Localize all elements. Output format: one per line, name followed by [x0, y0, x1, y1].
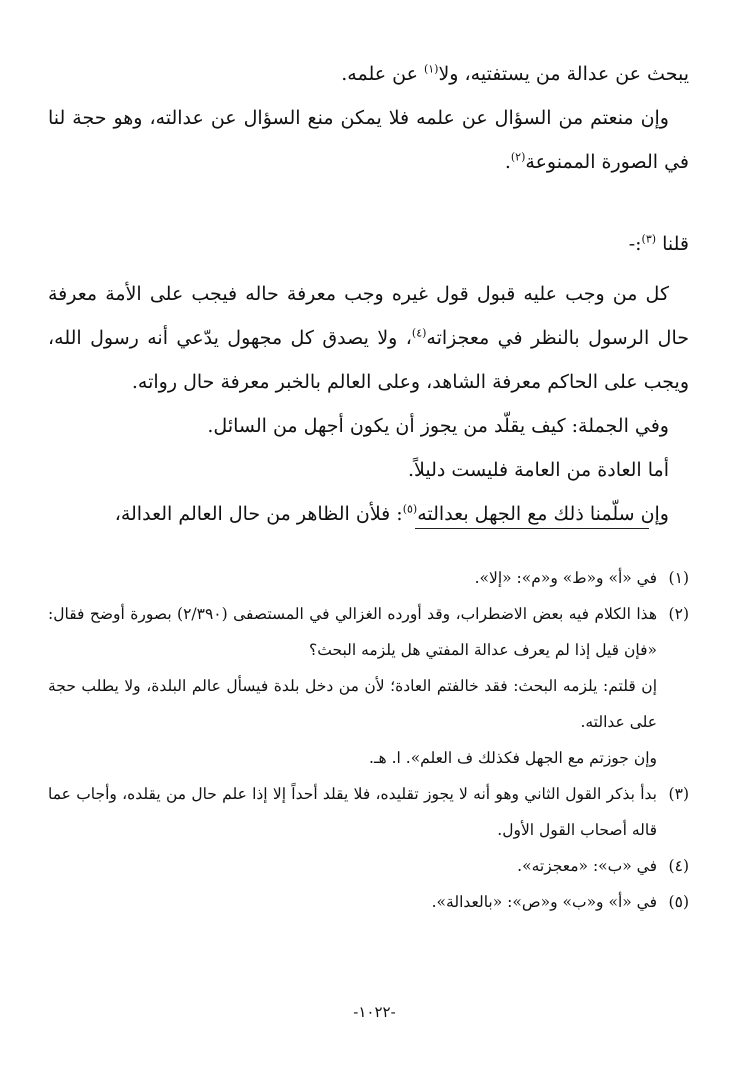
footnote-text: في «أ» و«ب» و«ص»: «بالعدالة». [431, 893, 657, 911]
footnote-text: وإن جوزتم مع الجهل فكذلك ف العلم». ا. هـ. [369, 749, 657, 767]
footnote-text: إن قلتم: يلزمه البحث: فقد خالفتم العادة؛ لأن من دخل بلدة فيسأل عالم البلدة، ولا يطلب حجة على عدالته. [48, 677, 657, 731]
footnote-ref: (٢) [510, 150, 526, 164]
footnotes [48, 560, 689, 920]
footnote [48, 776, 689, 848]
section-heading: قلنا $^{(٣)}$:- [628, 232, 689, 255]
footnote-number: (١) [668, 569, 689, 587]
paragraph: وإن منعتم من السؤال عن علمه فلا يمكن منع السؤال عن عدالته، وهو حجة لنا في الصورة الممنوعة$^{(٢)}$. [48, 107, 689, 173]
footnote [48, 596, 689, 776]
footnote-number: (٢) [668, 605, 689, 623]
footnote [48, 884, 689, 920]
footnote-ref: (٣) [641, 232, 657, 246]
footnote [48, 560, 689, 596]
footnote-number: (٣) [668, 785, 689, 803]
footnote-text: في «ب»: «معجزته». [517, 857, 657, 875]
footnote-text: هذا الكلام فيه بعض الاضطراب، وقد أورده الغزالي في المستصفى (٢/٣٩٠) بصورة أوضح فقال: «فإن قيل إذا لم يعرف عدالة المفتي هل يلزمه البحث؟ [48, 605, 657, 659]
footnote-ref: (٥) [402, 502, 418, 516]
footnote-ref: (١) [423, 62, 439, 76]
footnote-divider [415, 528, 649, 529]
footnote-number: (٥) [668, 893, 689, 911]
footnote-text: بدأ بذكر القول الثاني وهو أنه لا يجوز تقليده، فلا يقلد أحداً إلا إذا علم حال من يقلده، وأجاب عما قاله أصحاب القول الأول. [48, 785, 657, 839]
footnote-number: (٤) [668, 857, 689, 875]
footnote-text: في «أ» و«ط» و«م»: «إلا». [474, 569, 657, 587]
paragraph: وإن سلّمنا ذلك مع الجهل بعدالته$^{(٥)}$: فلأن الظاهر من حال العالم العدالة، [114, 502, 669, 525]
paragraph: يبحث عن عدالة من يستفتيه، ولا$^{(١)}$ عن علمه. [341, 62, 689, 85]
paragraph: وفي الجملة: كيف يقلّد من يجوز أن يكون أجهل من السائل. [207, 415, 669, 437]
footnote-ref: (٤) [411, 326, 427, 340]
paragraph: كل من وجب عليه قبول قول غيره وجب معرفة حاله فيجب على الأمة معرفة حال الرسول بالنظر في معجزاته$^{(٤)}$، ولا يصدق كل مجهول يدّعي أنه رسول الله، ويجب على الحاكم معرفة الشاهد، وعلى العالم بالخبر معرفة حال رواته. [48, 283, 689, 393]
main-text [48, 52, 689, 536]
page-number: -١٠٢٢- [353, 1003, 396, 1021]
footnote [48, 848, 689, 884]
paragraph: أما العادة من العامة فليست دليلاً. [408, 459, 669, 481]
